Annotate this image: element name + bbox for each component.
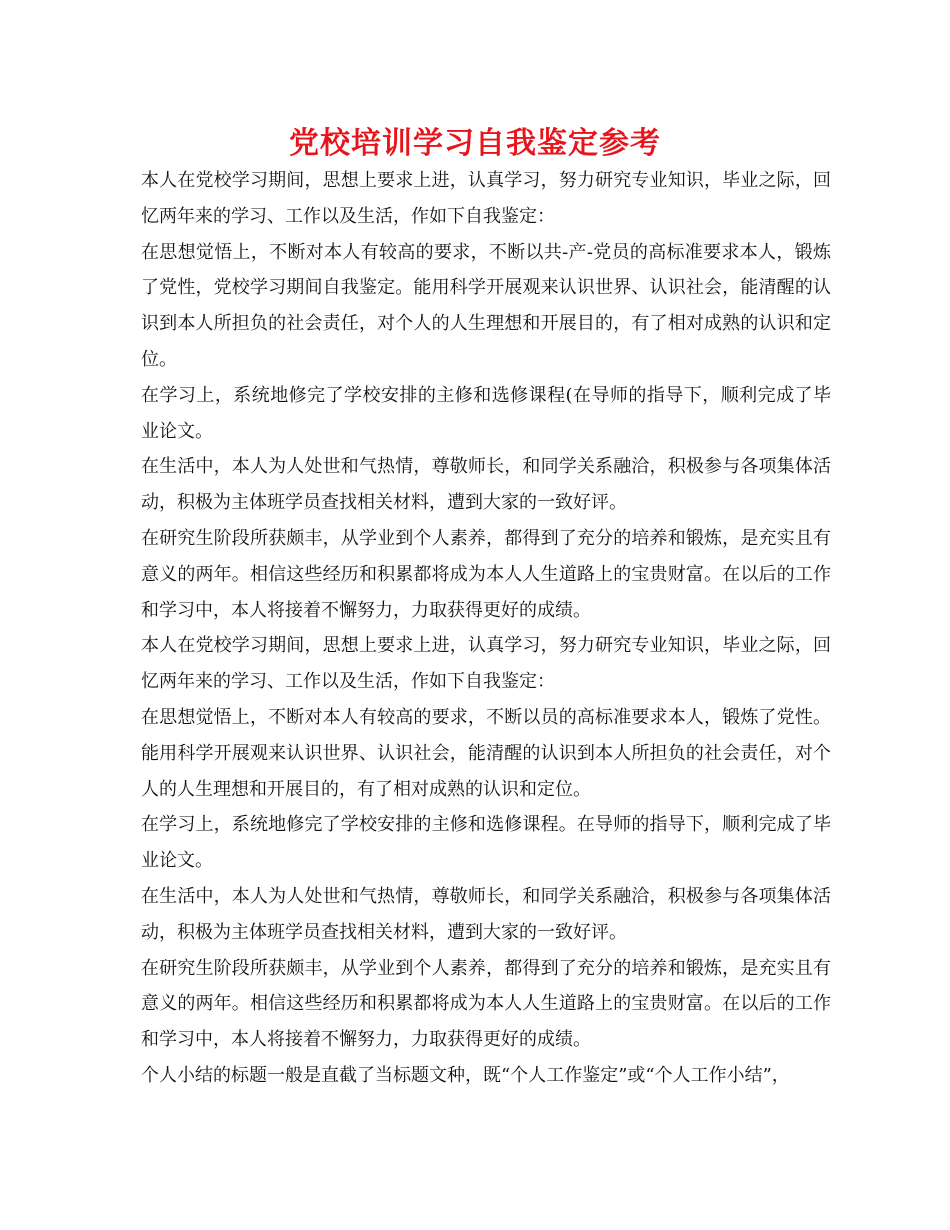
paragraph-1: 本人在党校学习期间，思想上要求上进，认真学习，努力研究专业知识，毕业之际，回忆两年来的学习、工作以及生活，作如下自我鉴定： (141, 170, 831, 227)
paragraph-5: 在研究生阶段所获颇丰，从学业到个人素养，都得到了充分的培养和锻炼，是充实且有意义的两年。相信这些经历和积累都将成为本人人生道路上的宝贵财富。在以后的工作和学习中，本人将接着不懈努力，力取获得更好的成绩。 (141, 527, 831, 621)
paragraph-8: 在学习上，系统地修完了学校安排的主修和选修课程。在导师的指导下，顺利完成了毕业论文。 (141, 814, 831, 872)
paragraph-4: 在生活中，本人为人处世和气热情，尊敬师长，和同学关系融洽，积极参与各项集体活动，积极为主体班学员查找相关材料，遭到大家的一致好评。 (141, 456, 831, 514)
document-body (141, 163, 831, 1094)
paragraph-6: 本人在党校学习期间，思想上要求上进，认真学习，努力研究专业知识，毕业之际，回忆两年来的学习、工作以及生活，作如下自我鉴定： (141, 635, 831, 693)
paragraph-10: 在研究生阶段所获颇丰，从学业到个人素养，都得到了充分的培养和锻炼，是充实且有意义的两年。相信这些经历和积累都将成为本人人生道路上的宝贵财富。在以后的工作和学习中，本人将接着不懈努力，力取获得更好的成绩。 (141, 957, 831, 1051)
paragraph-9: 在生活中，本人为人处世和气热情，尊敬师长，和同学关系融洽，积极参与各项集体活动，积极为主体班学员查找相关材料，遭到大家的一致好评。 (141, 885, 831, 943)
document-title: 党校培训学习自我鉴定参考 (289, 126, 661, 161)
paragraph-3: 在学习上，系统地修完了学校安排的主修和选修课程(在导师的指导下，顺利完成了毕业论文。 (141, 384, 831, 442)
paragraph-11: 个人小结的标题一般是直截了当标题文种，既“个人工作鉴定”或“个人工作小结”， (141, 1064, 790, 1086)
paragraph-2: 在思想觉悟上，不断对本人有较高的要求，不断以共-产-党员的高标准要求本人，锻炼了党性，党校学习期间自我鉴定。能用科学开展观来认识世界、认识社会，能清醒的认识到本人所担负的社会责任，对个人的人生理想和开展目的，有了相对成熟的认识和定位。 (141, 241, 831, 370)
paragraph-7: 在思想觉悟上，不断对本人有较高的要求，不断以员的高标准要求本人，锻炼了党性。能用科学开展观来认识世界、认识社会，能清醒的认识到本人所担负的社会责任，对个人的人生理想和开展目的，有了相对成熟的认识和定位。 (141, 706, 831, 800)
